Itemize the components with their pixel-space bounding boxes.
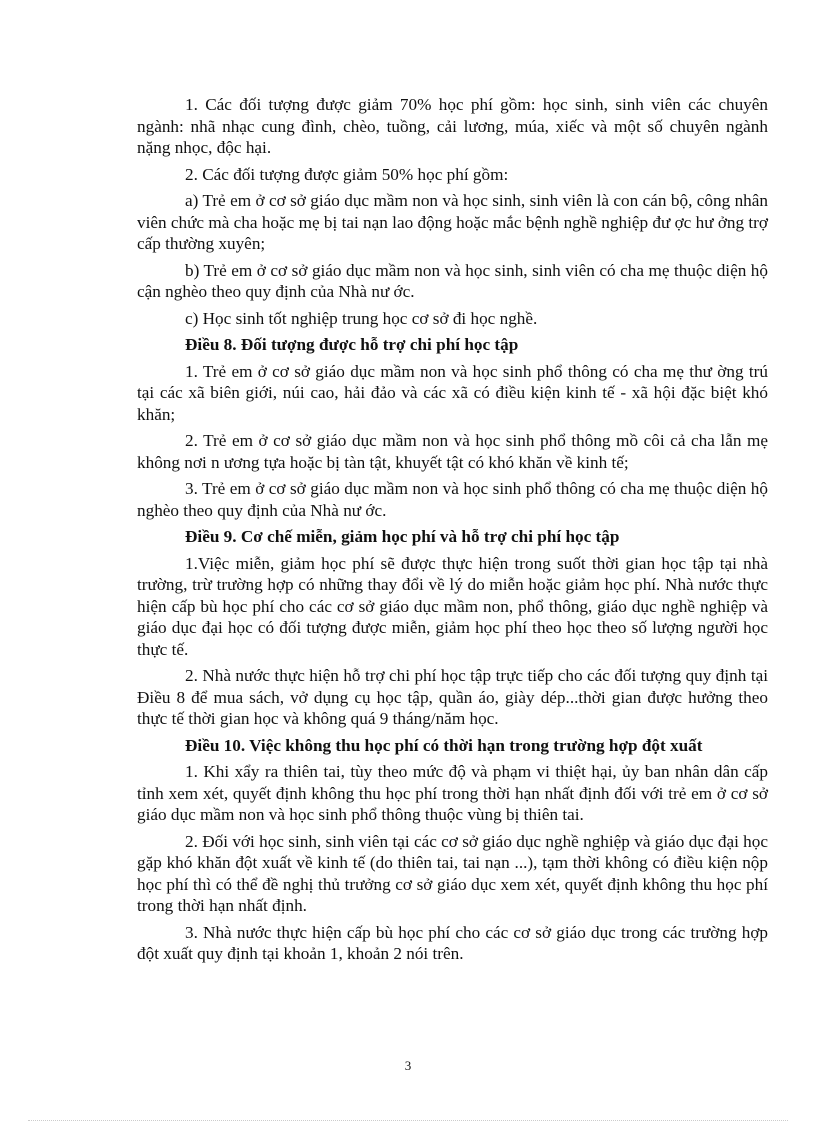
paragraph: b) Trẻ em ở cơ sở giáo dục mầm non và học sinh, sinh viên có cha mẹ thuộc diện hộ cận nghèo theo quy định của Nhà nư ớc. [137,260,768,301]
paragraph: 3. Trẻ em ở cơ sở giáo dục mầm non và học sinh phổ thông có cha mẹ thuộc diện hộ nghèo theo quy định của Nhà nư ớc. [137,479,768,520]
article-heading: Điều 8. Đối tượng được hỗ trợ chi phí học tập [185,335,519,354]
paragraph: 2. Các đối tượng được giảm 50% học phí gồm: [185,164,509,184]
paragraph: 1. Các đối tượng được giảm 70% học phí gồm: học sinh, sinh viên các chuyên ngành: nhã nhạc cung đình, chèo, tuồng, cải lương, múa, xiếc và một số chuyên ngành nặng nhọc, độc hại. [137,95,768,157]
document-body [137,94,768,970]
paragraph: a) Trẻ em ở cơ sở giáo dục mầm non và học sinh, sinh viên là con cán bộ, công nhân viên chức mà cha hoặc mẹ bị tai nạn lao động hoặc mắc bệnh nghề nghiệp đư ợc hư ởng trợ cấp thường xuyên; [137,191,768,253]
paragraph: 2. Đối với học sinh, sinh viên tại các cơ sở giáo dục nghề nghiệp và giáo dục đại học gặp khó khăn đột xuất về kinh tế (do thiên tai, tai nạn ...), tạm thời không có điều kiện nộp học phí thì có thể đề nghị thủ trưởng cơ sở giáo dục xem xét, quyết định không thu học phí trong thời hạn nhất định. [137,831,768,915]
paragraph: 1. Trẻ em ở cơ sở giáo dục mầm non và học sinh phổ thông có cha mẹ thư ờng trú tại các xã biên giới, núi cao, hải đảo và các xã có điều kiện kinh tế - xã hội đặc biệt khó khăn; [137,361,768,424]
article-heading: Điều 10. Việc không thu học phí có thời hạn trong trường hợp đột xuất [185,735,703,755]
article-heading: Điều 9. Cơ chế miễn, giảm học phí và hỗ trợ chi phí học tập [185,527,620,546]
page-number: 3 [404,1058,412,1073]
paragraph: 2. Trẻ em ở cơ sở giáo dục mầm non và học sinh phổ thông mồ côi cả cha lẫn mẹ không nơi n ương tựa hoặc bị tàn tật, khuyết tật có khó khăn về kinh tế; [137,431,768,472]
footer-divider [28,1120,788,1121]
paragraph: 3. Nhà nước thực hiện cấp bù học phí cho các cơ sở giáo dục trong các trường hợp đột xuất quy định tại khoản 1, khoản 2 nói trên. [137,922,768,963]
paragraph: 2. Nhà nước thực hiện hỗ trợ chi phí học tập trực tiếp cho các đối tượng quy định tại Điều 8 để mua sách, vở dụng cụ học tập, quần áo, giày dép...thời gian được hưởng theo thực tế thời gian học và không quá 9 tháng/năm học. [137,666,768,728]
paragraph: 1.Việc miễn, giảm học phí sẽ được thực hiện trong suốt thời gian học tập tại nhà trường, trừ trường hợp có những thay đổi về lý do miễn hoặc giảm học phí. Nhà nước thực hiện cấp bù học phí cho các cơ sở giáo dục mầm non, phổ thông, giáo dục nghề nghiệp và giáo dục đại học có đối tượng được miễn, giảm học phí theo học theo số lượng người học thực tế. [137,553,768,659]
paragraph: 1. Khi xẩy ra thiên tai, tùy theo mức độ và phạm vi thiệt hại, ủy ban nhân dân cấp tỉnh xem xét, quyết định không thu học phí trong thời hạn nhất định đối với trẻ em ở cơ sở giáo dục mầm non và học sinh phổ thông thuộc vùng bị thiên tai. [137,762,768,824]
paragraph: c) Học sinh tốt nghiệp trung học cơ sở đi học nghề. [185,308,538,328]
